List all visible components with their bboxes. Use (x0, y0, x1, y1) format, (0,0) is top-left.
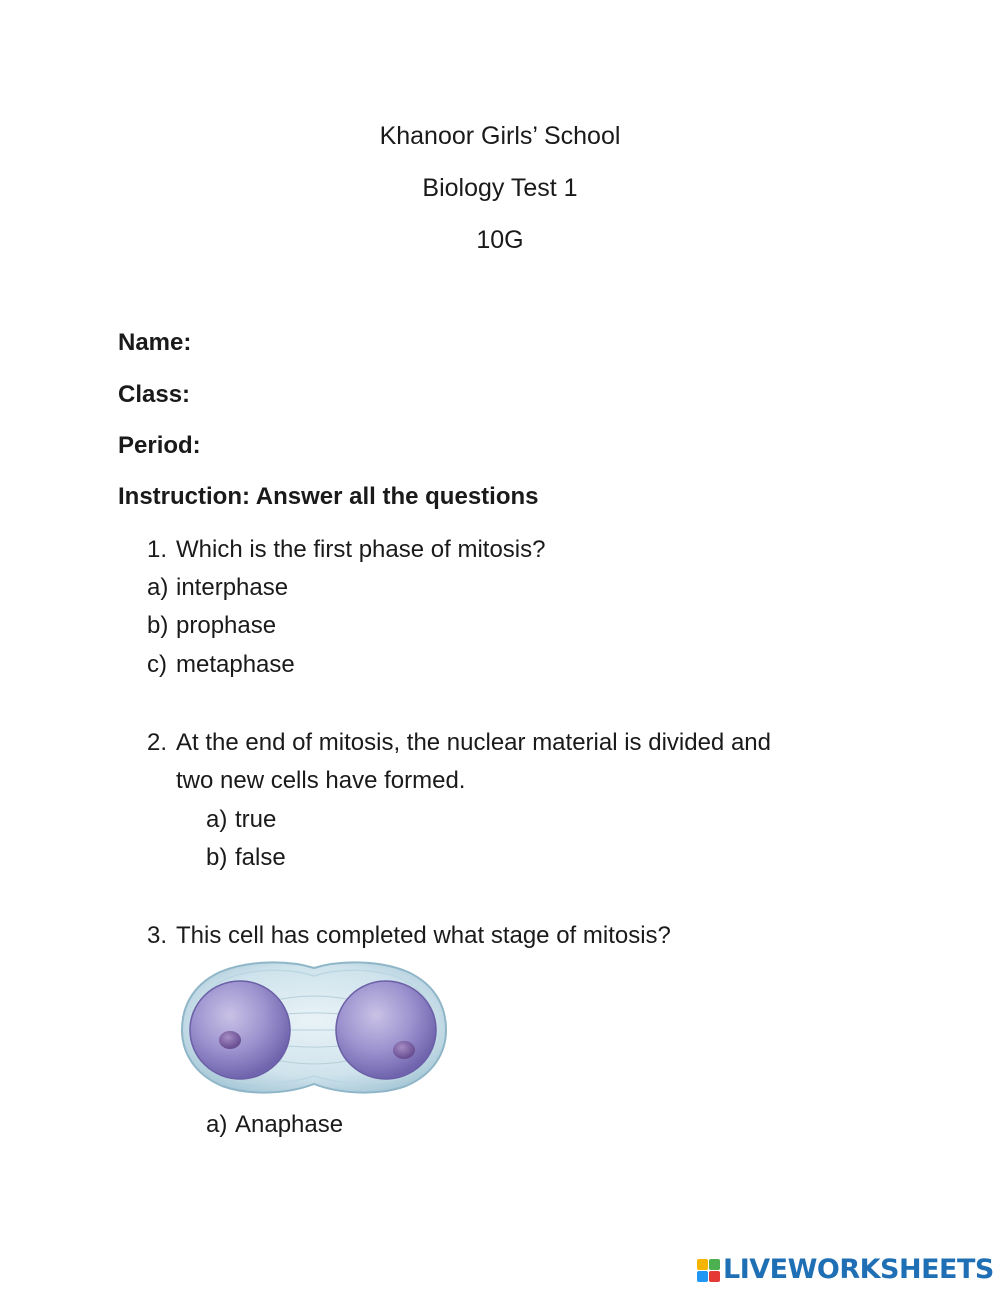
q1-option-a-text[interactable]: interphase (176, 574, 289, 601)
question-1-text: Which is the first phase of mitosis? (176, 536, 546, 563)
q1-option-c-marker: c) (147, 651, 167, 678)
dividing-cell-illustration (178, 958, 450, 1098)
q3-option-a-marker: a) (206, 1111, 228, 1138)
q2-option-b-text[interactable]: false (235, 844, 286, 871)
question-2-text-line2: two new cells have formed. (176, 767, 466, 794)
q2-option-b-marker: b) (206, 844, 228, 871)
q2-option-a-marker: a) (206, 806, 228, 833)
question-3-text: This cell has completed what stage of mitosis? (176, 922, 671, 949)
question-1-number: 1. (147, 536, 168, 563)
class-label: Class: (118, 381, 191, 408)
school-name: Khanoor Girls’ School (379, 122, 621, 150)
q1-option-c-text[interactable]: metaphase (176, 651, 295, 678)
q1-option-a-marker: a) (147, 574, 169, 601)
test-title: Biology Test 1 (422, 174, 578, 202)
liveworksheets-logo (697, 1253, 994, 1287)
logo-blocks-icon (697, 1259, 720, 1282)
question-3-number: 3. (147, 922, 168, 949)
q1-option-b-text[interactable]: prophase (176, 612, 277, 639)
question-2-text-line1: At the end of mitosis, the nuclear material is divided and (176, 729, 771, 756)
grade-label: 10G (476, 226, 524, 254)
q3-option-a-text[interactable]: Anaphase (235, 1111, 344, 1138)
instruction-label: Instruction: Answer all the questions (118, 483, 539, 510)
period-label: Period: (118, 432, 201, 459)
name-label: Name: (118, 329, 192, 356)
brand-name: LIVEWORKSHEETS (723, 1254, 994, 1285)
q2-option-a-text[interactable]: true (235, 806, 277, 833)
q1-option-b-marker: b) (147, 612, 169, 639)
question-2-number: 2. (147, 729, 168, 756)
